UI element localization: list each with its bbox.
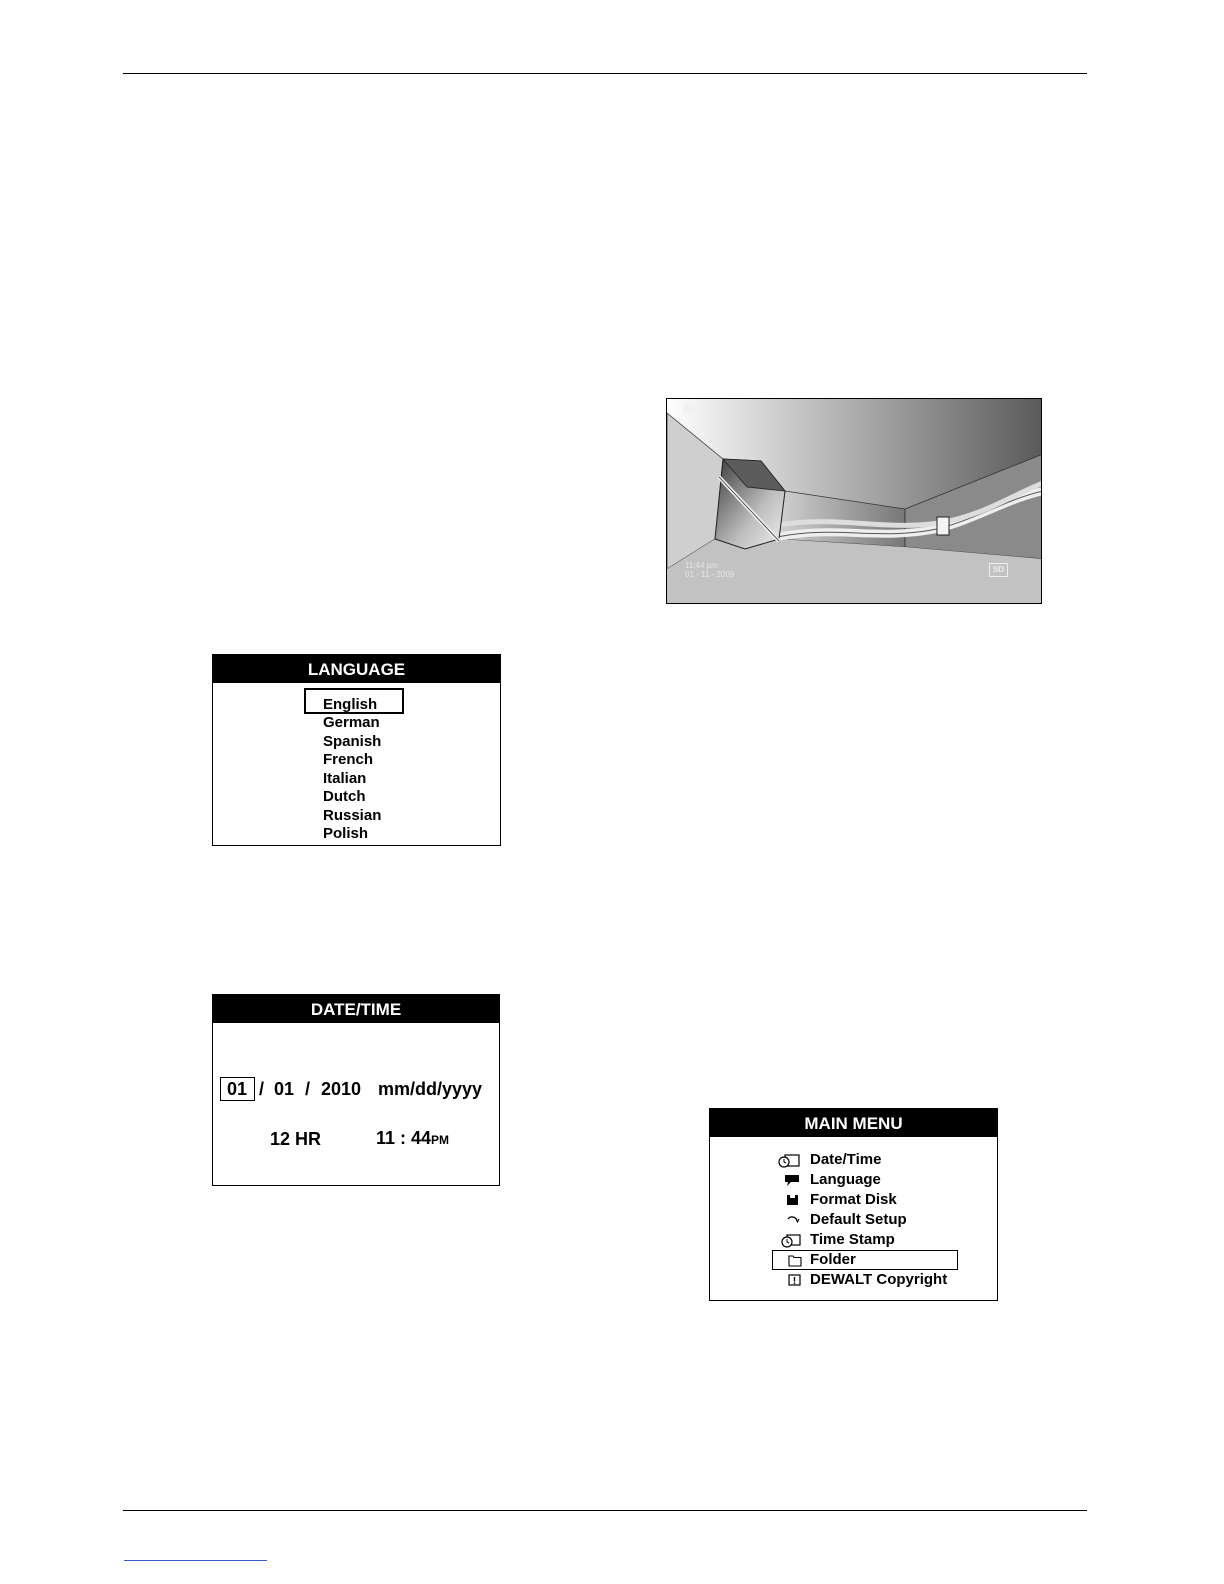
disk-icon [776,1192,802,1208]
footer-link-underline [124,1560,267,1561]
day-field[interactable]: 01 [274,1079,295,1099]
sd-card-badge: SD [989,563,1008,577]
header-rule [123,73,1087,74]
main-menu-label: Folder [810,1251,856,1268]
main-menu-label: Format Disk [810,1191,897,1208]
folder-icon [776,1252,802,1268]
language-option-spanish[interactable]: Spanish [323,733,382,750]
main-menu-item-time-stamp[interactable] [776,1230,976,1250]
datetime-menu-title: DATE/TIME [213,995,499,1023]
language-menu-panel [212,654,501,846]
camera-mode-indicator [683,405,695,413]
clock-folder-icon [776,1152,802,1168]
camera-timestamp-time: 11:44 pm [685,561,718,570]
time-value: 11 : 44 [376,1128,432,1148]
main-menu-item-dewalt-copyright[interactable] [776,1270,976,1290]
language-option-german[interactable]: German [323,714,380,731]
language-option-italian[interactable]: Italian [323,770,367,787]
main-menu-label: Time Stamp [810,1231,895,1248]
camera-timestamp-date: 01 - 11 - 2009 [685,570,735,579]
speech-bubble-icon [776,1172,802,1188]
date-separator-2: / [305,1079,311,1099]
datetime-menu-panel [212,994,500,1186]
reset-arrow-icon [776,1212,802,1228]
main-menu-title: MAIN MENU [710,1109,997,1137]
language-option-polish[interactable]: Polish [323,825,369,842]
main-menu-label: Date/Time [810,1151,882,1168]
language-option-dutch[interactable]: Dutch [323,788,366,805]
main-menu-item-default-setup[interactable] [776,1210,976,1230]
meridiem-value: PM [431,1133,450,1147]
language-option-french[interactable]: French [323,751,374,768]
clock-folder-icon [776,1232,802,1248]
main-menu-item-language[interactable] [776,1170,976,1190]
main-menu-label: DEWALT Copyright [810,1271,948,1288]
language-menu-title: LANGUAGE [213,655,500,683]
language-option-russian[interactable]: Russian [323,807,382,824]
info-box-icon [776,1272,802,1288]
main-menu-panel [709,1108,998,1301]
main-menu-label: Default Setup [810,1211,907,1228]
date-format-label[interactable]: mm/dd/yyyy [378,1079,483,1099]
main-menu-item-date-time[interactable] [776,1150,976,1170]
date-separator-1: / [259,1079,265,1099]
main-menu-item-folder[interactable] [776,1250,976,1270]
time-field[interactable] [376,1128,449,1150]
camera-view-image [666,398,1042,604]
main-menu-label: Language [810,1171,881,1188]
footer-rule [123,1510,1087,1511]
main-menu-item-format-disk[interactable] [776,1190,976,1210]
month-field[interactable]: 01 [227,1079,248,1099]
clock-mode-field[interactable]: 12 HR [270,1129,322,1149]
year-field[interactable]: 2010 [321,1079,362,1099]
language-option-english[interactable]: English [323,696,378,713]
